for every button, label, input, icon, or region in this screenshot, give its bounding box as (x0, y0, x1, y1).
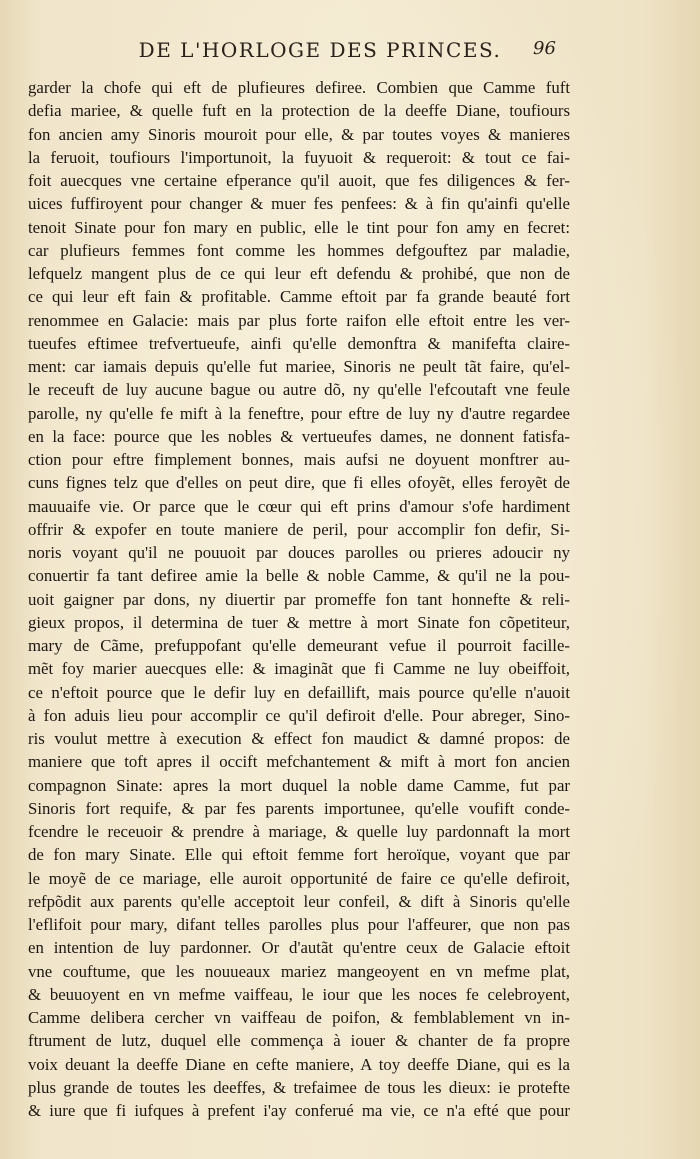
text-line: conuertir fa tant defiree amie la belle & noble Camme, & qu'il ne la pou- (28, 566, 570, 586)
text-line: parolle, ny qu'elle fe mift à la feneftre, pour eftre de luy ny d'autre regardee (28, 403, 570, 423)
text-line: compagnon Sinate: apres la mort duquel la noble dame Camme, fut par (28, 775, 570, 795)
text-line: car plufieurs femmes font comme les hommes defgouftez par maladie, (28, 240, 570, 260)
text-line: maniere que toft apres il occift mefchantement & mift à mort fon ancien (28, 752, 570, 772)
text-line: tenoit Sinate pour fon mary en public, elle le tint pour fon amy en fecret: (28, 217, 570, 237)
text-line: Camme delibera cercher vn vaiffeau de poifon, & femblablement vn in- (28, 1008, 570, 1027)
text-line: defia mariee, & quelle fuft en la protection de la deeffe Diane, toufiours (28, 101, 570, 121)
text-line: foit auecques vne certaine efperance qu'il auoit, que fes diligences & fer- (28, 171, 570, 190)
page-number: 96 (533, 38, 556, 59)
text-line: ftrument de lutz, duquel elle commença à iouer & chanter de fa propre (28, 1031, 570, 1051)
text-line: ris voulut mettre à execution & effect fon maudict & damné propos: de (28, 729, 570, 748)
text-line: refpõdit aux parents qu'elle acceptoit leur confeil, & dift à Sinoris qu'elle (28, 891, 570, 911)
text-line: ce n'eftoit pource que le defir luy en defaillift, mais pource qu'elle n'auoit (28, 682, 570, 702)
text-line: gieux propos, il determina de tuer & mettre à mort Sinate fon cõpetiteur, (28, 612, 570, 632)
running-title: DE L'HORLOGE DES PRINCES. (138, 38, 502, 62)
text-line: mary de Cãme, prefuppofant qu'elle demeurant vefue il pourroit facille- (28, 636, 570, 655)
text-line: mẽt foy marier auecques elle: & imaginãt que fi Camme ne luy obeiffoit, (28, 659, 570, 679)
text-line: noris voyant qu'il ne pouuoit par douces parolles ou prieres adoucir ny (28, 543, 570, 562)
text-line: le moyẽ de ce mariage, elle auroit opportunité de faire ce qu'elle defiroit, (28, 868, 570, 888)
text-line: renommee en Galacie: mais par plus forte raifon elle eftoit entre les ver- (28, 310, 570, 330)
text-line: fcendre le receuoir & prendre à mariage, & quelle luy pardonnaft la mort (28, 822, 570, 841)
text-line: l'eflifoit pour mary, difant telles parolles plus pour l'affeurer, que non pas (28, 915, 570, 934)
body-text (28, 76, 570, 1122)
text-line: cuns fignes telz que d'elles on peut dire, que fi elles ofoyẽt, elles feroyẽt de (28, 473, 570, 493)
text-line: fon ancien amy Sinoris mouroit pour elle, & par toutes voyes & manieres (28, 124, 570, 144)
text-line: la feruoit, toufiours l'importunoit, la fuyuoit & requeroit: & tout ce fai- (28, 147, 570, 167)
text-line: uices fuffiroyent pour changer & muer fes penfees: & à fin qu'ainfi qu'elle (28, 194, 570, 214)
text-line: mauuaife vie. Or parce que le cœur qui eft prins d'amour s'ofe hardiment (28, 496, 570, 516)
text-line: ment: car iamais depuis qu'elle fut mariee, Sinoris ne peult tãt faire, qu'el- (28, 357, 570, 376)
text-line: en intention de luy pardonner. Or d'autãt qu'entre ceux de Galacie eftoit (28, 938, 570, 958)
text-line: offrir & expofer en toute maniere de peril, pour accomplir fon defir, Si- (28, 519, 570, 539)
text-line: voix deuant la deeffe Diane en cefte maniere, A toy deeffe Diane, qui es la (28, 1054, 570, 1074)
text-line: plus grande de toutes les deeffes, & trefaimee de tous les dieux: ie protefte (28, 1077, 570, 1097)
text-line: à fon aduis lieu pour accomplir ce qu'il defiroit d'elle. Pour abreger, Sino- (28, 705, 570, 725)
text-line: vne couftume, que les nouueaux mariez mangeoyent en vn mefme plat, (28, 961, 570, 981)
text-line: garder la chofe qui eft de plufieures defiree. Combien que Camme fuft (28, 78, 570, 97)
text-line: tueufes eftimee trefvertueufe, ainfi qu'elle demonftra & manifefta claire- (28, 333, 570, 353)
text-line: de fon mary Sinate. Elle qui eftoit femme fort heroïque, voyant que par (28, 845, 570, 865)
text-line: en la face: pource que les nobles & vertueufes dames, ne donnent fatisfa- (28, 426, 570, 446)
text-line: Sinoris fort requife, & par fes parents importunee, qu'elle voufift conde- (28, 798, 570, 818)
text-line: ce qui leur eft fain & profitable. Camme eftoit par fa grande beauté fort (28, 287, 570, 307)
text-line: le receuft de luy aucune bague ou autre dõ, ny qu'elle l'efcoutaft vne feule (28, 380, 570, 400)
text-line: & iure que fi iufques à prefent i'ay conferué ma vie, ce n'a efté que pour (28, 1101, 570, 1120)
text-line: ction pour eftre fimplement bonnes, mais aufsi ne doyuent monftrer au- (28, 450, 570, 469)
text-line: & beuuoyent en vn mefme vaiffeau, le iour que les noces fe celebroyent, (28, 984, 570, 1004)
running-head (0, 38, 700, 68)
text-line: uoit gaigner par dons, ny diuertir par promeffe fon tant honnefte & reli- (28, 589, 570, 609)
text-line: lefquelz mangent plus de ce qui leur eft defendu & prohibé, que non de (28, 264, 570, 283)
